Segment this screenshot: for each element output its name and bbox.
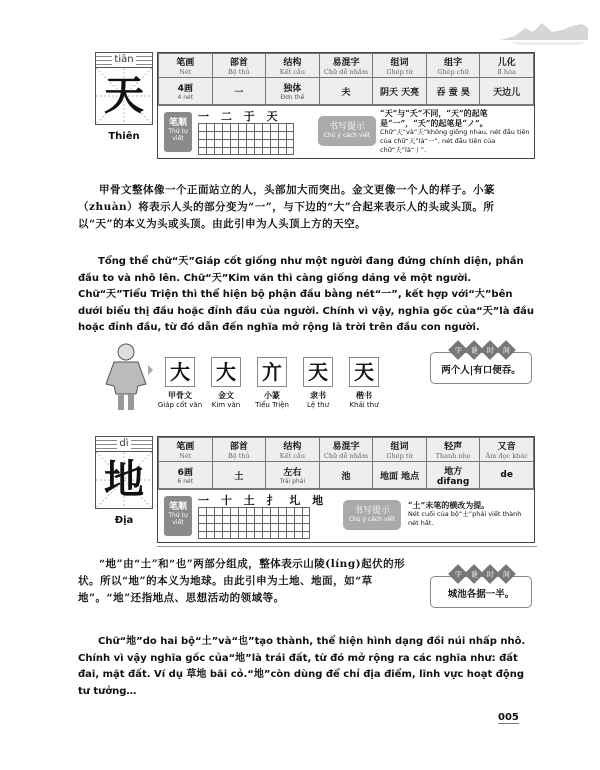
- header-cell: 组词 Ghép từ: [373, 438, 427, 462]
- char-box: [95, 436, 153, 526]
- char-box: [95, 52, 153, 142]
- value-cell: 4画 4 nét: [159, 78, 213, 105]
- writing-tip-text: “天”与“夭”不同，“天”的起笔是“一”，“夭”的起笔是“ノ”。 Chữ“天”và“夭”không giống nhau, nét đầu tiên của chữ“天”là“一”, nét đầu tiên của chữ“夭”là“丿”.: [380, 108, 530, 154]
- value-cell: 阴天 天亮: [373, 78, 427, 105]
- stroke-order-label: 笔顺 Thứ tự viết: [164, 112, 192, 152]
- tianzige-grid: [95, 451, 153, 509]
- riddle-badges: 字 谜 时 间: [451, 567, 513, 581]
- value-cell: 池: [319, 462, 373, 489]
- table-value-row: [159, 462, 534, 489]
- value-cell: 土: [212, 462, 266, 489]
- header-cell: 结构 Kết cấu: [266, 438, 320, 462]
- page-number: 005: [498, 712, 519, 723]
- header-cell: 结构 Kết cấu: [266, 54, 320, 78]
- value-cell: 地方 dìfang: [426, 462, 480, 489]
- properties-table: [158, 437, 534, 489]
- header-cell: 笔画 Nét: [159, 438, 213, 462]
- di-explanation-zh: “地”由“土”和“也”两部分组成，整体表示山陵(líng)起伏的形状。所以“地”的本义为地球。由此引申为土地、地面，如“草地”。“地”还指地点、思想活动的领域等。: [78, 558, 406, 604]
- header-cell: 轻声 Thanh nhẹ: [426, 438, 480, 462]
- riddle-box: [430, 570, 532, 608]
- boy-figure-illustration: [100, 342, 152, 414]
- header-cell: 组字 Ghép chữ: [426, 54, 480, 78]
- stroke-sequence: 一 二 于 天: [198, 110, 282, 123]
- evolution-item: 天 楷书 Khải thư: [334, 357, 394, 409]
- stroke-order-label: 笔顺 Thứ tự viết: [164, 496, 192, 536]
- pinyin: dì: [95, 436, 153, 451]
- header-cell: 部首 Bộ thủ: [212, 54, 266, 78]
- pinyin: tiān: [95, 52, 153, 67]
- value-cell: 天边儿: [480, 78, 534, 105]
- header-cell: 易混字 Chữ dễ nhầm: [319, 438, 373, 462]
- value-cell: 吞 蚕 昊: [426, 78, 480, 105]
- stroke-order-row: [158, 489, 534, 542]
- stroke-sequence: 一 十 土 扌 圠 地: [198, 494, 328, 507]
- value-cell: 独体 Đơn thể: [266, 78, 320, 105]
- di-explanation-vi: Chữ“地”do hai bộ“土”và“也”tạo thành, thể hiện hình dạng đồi núi nhấp nhô. Chính vì vậy nghĩa gốc của“地”là trái đất, từ đó mở rộng ra các nghĩa như: đất đai, mặt đất. Ví dụ 草地 bãi cỏ.“地”còn dùng để chỉ địa điểm, lĩnh vực hoạt động tư tưởng…: [78, 636, 526, 697]
- value-cell: 地面 地点: [373, 462, 427, 489]
- header-cell: 笔画 Nét: [159, 54, 213, 78]
- character-info-panel: [157, 52, 535, 159]
- value-cell: 左右 Trái phải: [266, 462, 320, 489]
- table-value-row: [159, 78, 534, 105]
- main-character: 地: [104, 456, 144, 503]
- tianzige-grid: [95, 67, 153, 125]
- writing-tip-label: 书写提示 Chú ý cách viết: [318, 116, 376, 146]
- value-cell: de: [480, 462, 534, 489]
- value-cell: 6画 6 nét: [159, 462, 213, 489]
- value-cell: 一: [212, 78, 266, 105]
- riddle-text: 城池各据一半。: [447, 589, 515, 600]
- character-info-panel: [157, 436, 535, 543]
- table-header-row: [159, 54, 534, 78]
- header-cell: 易混字 Chữ dễ nhầm: [319, 54, 373, 78]
- header-cell: 又音 Âm đọc khác: [480, 438, 534, 462]
- properties-table: [158, 53, 534, 105]
- divider: [157, 546, 537, 547]
- evolution-item: 大 甲骨文 Giáp cốt văn: [150, 357, 210, 409]
- evolution-item: 天 隶书 Lệ thư: [288, 357, 348, 409]
- evolution-item: 亣 小篆 Tiểu Triện: [242, 357, 302, 409]
- mountain-decoration: [500, 18, 595, 48]
- header-cell: 部首 Bộ thủ: [212, 438, 266, 462]
- riddle-text: 两个人|有口便吞。: [441, 365, 521, 376]
- writing-tip-label: 书写提示 Chú ý cách viết: [343, 500, 401, 530]
- stroke-order-row: [158, 105, 534, 158]
- tian-explanation-vi: Tổng thể chữ“天”Giáp cốt giống như một người đang đứng chính diện, phần đầu to và nhô lên. Chữ“天”Kim văn thì càng giống dáng vẻ một người. Chữ“天”Tiểu Triện thì thể hiện bộ phận đầu bằng nét“一”, kết hợp với“大”bên dưới biểu thị đầu hoặc đỉnh đầu của người. Chính vì vậy, nghĩa gốc của“天”là đầu hoặc đỉnh đầu, từ đó dẫn đến nghĩa mở rộng là trời trên đầu con người.: [78, 256, 534, 333]
- tian-explanation-zh: 甲骨文整体像一个正面站立的人，头部加大而突出。金文更像一个人的样子。小篆（zhuàn）将表示人头的部分变为“一”，与下边的“大”合起来表示人的头或头顶。所以“天”的本义为头或头顶。由此引申为人头顶上方的天空。: [78, 184, 495, 230]
- vietnamese-reading: Địa: [114, 515, 134, 526]
- main-character: 天: [104, 72, 144, 119]
- writing-tip-text: “土”末笔的横改为提。 Nét cuối của bộ“土”phải viết thành nét hất.: [408, 500, 522, 527]
- table-header-row: [159, 438, 534, 462]
- practice-grid: [198, 507, 310, 539]
- practice-grid: [198, 123, 294, 155]
- vietnamese-reading: Thiên: [108, 131, 140, 142]
- evolution-item: 大 金文 Kim văn: [196, 357, 256, 409]
- riddle-box: [430, 346, 532, 384]
- header-cell: 组词 Ghép từ: [373, 54, 427, 78]
- riddle-badges: 字 谜 时 间: [451, 343, 513, 357]
- value-cell: 夫: [319, 78, 373, 105]
- header-cell: 儿化 Ⅱ hóa: [480, 54, 534, 78]
